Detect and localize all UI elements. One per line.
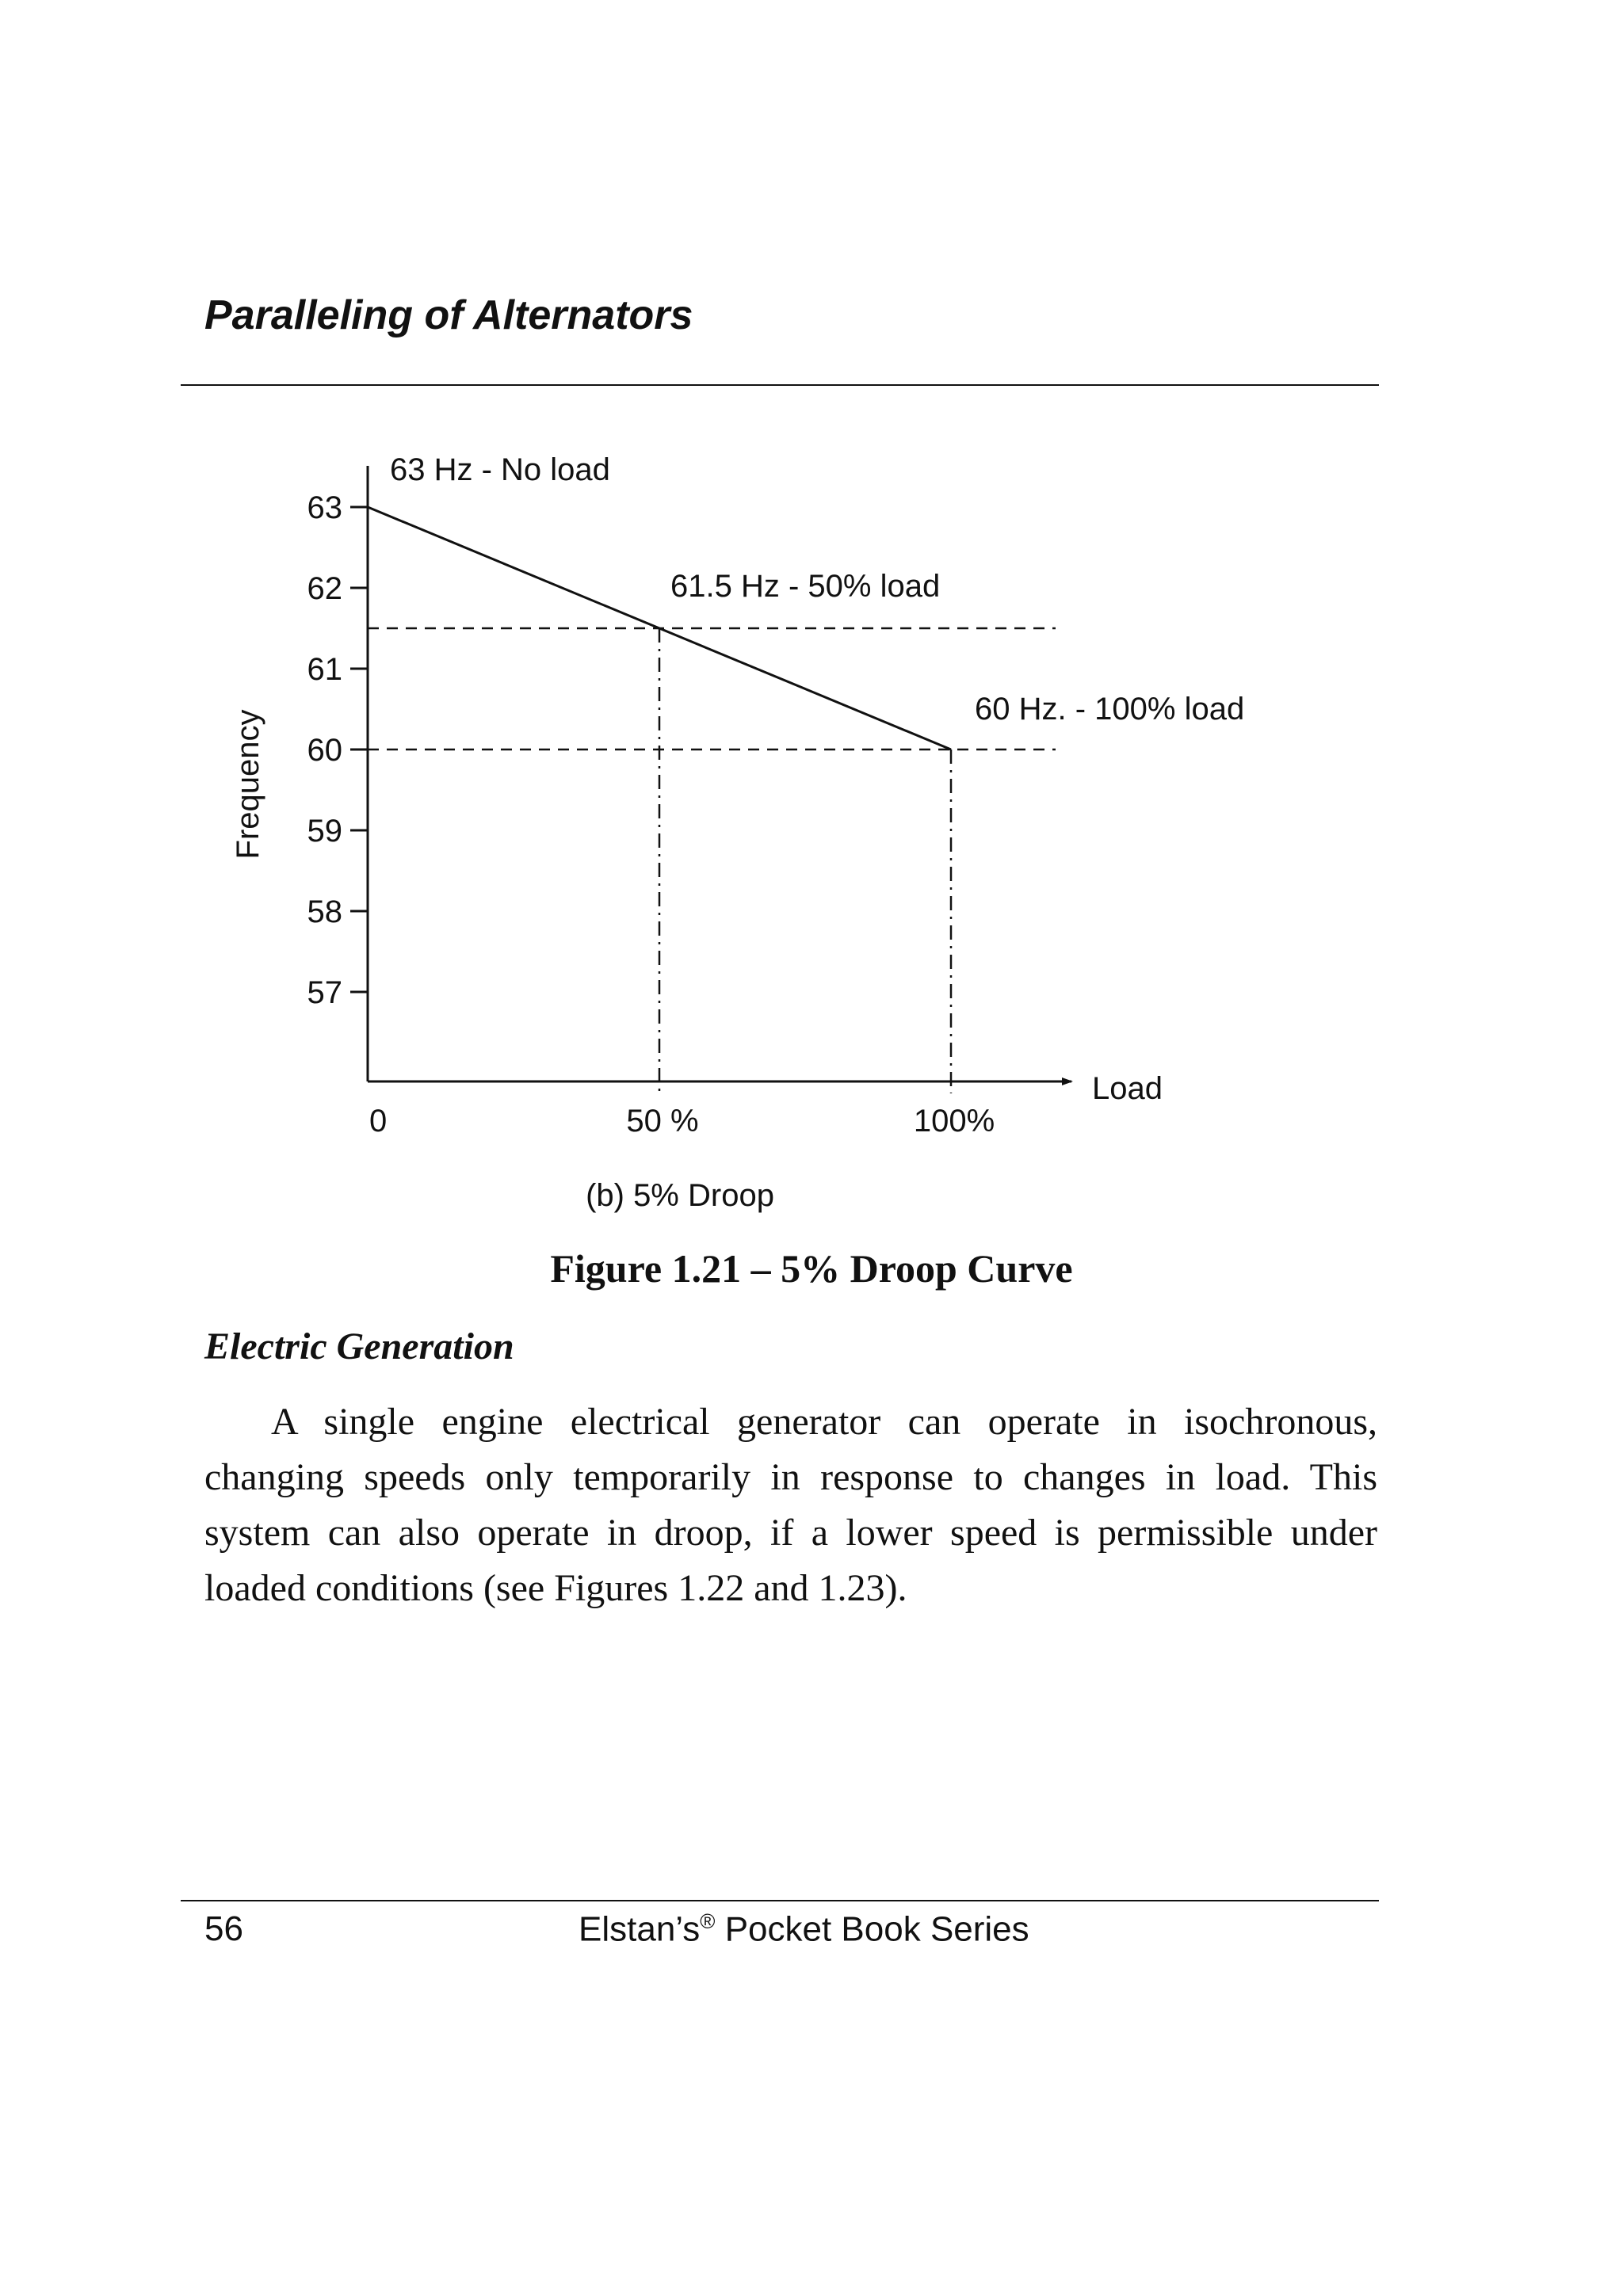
x-tick-labels [369, 1104, 995, 1138]
page-number: 56 [204, 1909, 243, 1948]
y-tick-label: 63 [307, 490, 342, 525]
series-name: Elstan’s [579, 1909, 701, 1949]
chart-subtitle: (b) 5% Droop [586, 1178, 774, 1213]
annotations [390, 452, 1244, 727]
running-header-title: Paralleling of Alternators [204, 292, 693, 338]
y-tick-label: 59 [307, 814, 342, 849]
x-tick-label: 50 % [626, 1104, 699, 1138]
y-tick-label: 61 [307, 652, 342, 687]
registered-mark: ® [700, 1909, 716, 1933]
y-axis-label: Frequency [231, 709, 265, 860]
footer-rule [181, 1900, 1379, 1901]
droop-chart [0, 428, 1623, 1236]
section-heading: Electric Generation [204, 1325, 514, 1367]
point-annotation: 60 Hz. - 100% load [975, 692, 1245, 727]
y-tick-label: 57 [307, 975, 342, 1010]
figure-caption: Figure 1.21 – 5% Droop Curve [550, 1246, 1073, 1291]
reference-lines [368, 628, 1056, 1093]
point-annotation: 63 Hz - No load [390, 452, 610, 487]
header-rule [181, 384, 1379, 386]
y-tick-label: 60 [307, 733, 342, 768]
series-suffix: Pocket Book Series [724, 1909, 1029, 1949]
x-tick-label: 0 [369, 1104, 388, 1138]
x-axis-label: Load [1092, 1071, 1163, 1106]
x-tick-label: 100% [913, 1104, 995, 1138]
footer-series-title [579, 1909, 1029, 1950]
y-ticks [307, 490, 369, 1010]
point-annotation: 61.5 Hz - 50% load [670, 569, 941, 604]
body-paragraph: A single engine electrical generator can operate in isochronous, changing speeds only temporarily in response to changes in load. This system can also operate in droop, if a lower speed is permissible under loaded conditions (see Figures 1.22 and 1.23). [204, 1401, 1377, 1609]
y-tick-label: 58 [307, 894, 342, 929]
y-tick-label: 62 [307, 571, 342, 606]
